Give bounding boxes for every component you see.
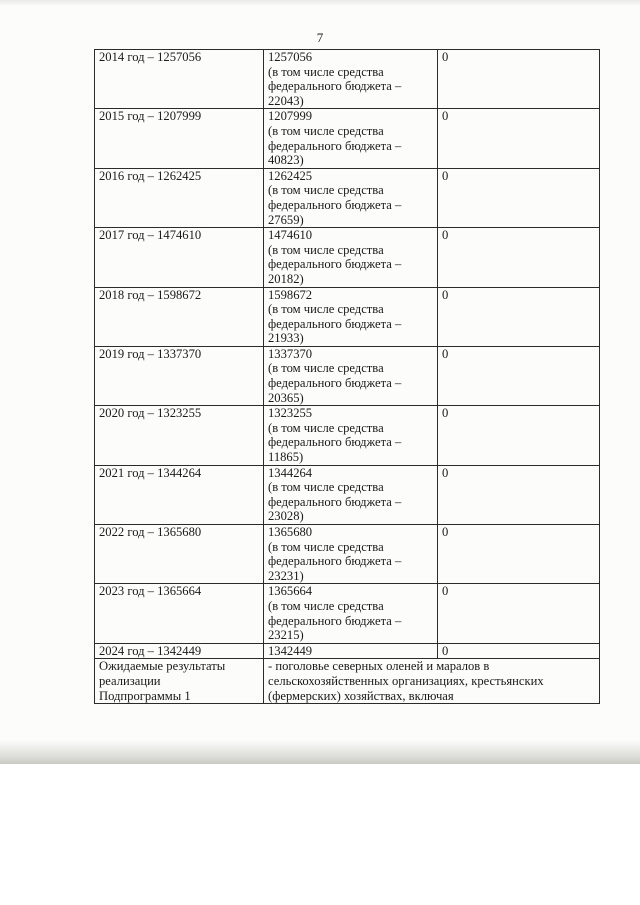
amount-value: 1598672 bbox=[268, 287, 313, 302]
federal-budget-note-line: 23028) bbox=[268, 509, 304, 524]
table-row bbox=[95, 643, 600, 659]
year-total-cell: 2016 год – 1262425 bbox=[95, 168, 264, 227]
amount-value: 1365680 bbox=[268, 525, 313, 539]
results-label-line: реализации bbox=[99, 673, 161, 688]
year-total-cell: 2021 год – 1344264 bbox=[95, 465, 264, 524]
federal-budget-note-line: (в том числе средства bbox=[268, 183, 384, 198]
federal-budget-note-line: (в том числе средства bbox=[268, 242, 384, 257]
federal-budget-note-line: 40823) bbox=[268, 153, 304, 168]
year-total-cell: 2019 год – 1337370 bbox=[95, 346, 264, 405]
regional-amount-cell bbox=[264, 465, 438, 524]
table-row bbox=[95, 228, 600, 287]
other-sources-cell: 0 bbox=[438, 584, 600, 643]
federal-budget-note-line: (в том числе средства bbox=[268, 539, 384, 554]
table-row bbox=[95, 287, 600, 346]
regional-amount-cell bbox=[264, 584, 438, 643]
regional-amount-cell bbox=[264, 346, 438, 405]
expected-results-row bbox=[95, 659, 600, 704]
results-text-line: (фермерских) хозяйствах, включая bbox=[268, 688, 454, 703]
federal-budget-note-line: федерального бюджета – bbox=[268, 257, 402, 272]
other-sources-cell: 0 bbox=[438, 109, 600, 168]
amount-value: 1344264 bbox=[268, 465, 313, 480]
other-sources-cell: 0 bbox=[438, 465, 600, 524]
federal-budget-note-line: федерального бюджета – bbox=[268, 613, 402, 628]
other-sources-cell: 0 bbox=[438, 406, 600, 465]
amount-value: 1207999 bbox=[268, 109, 313, 124]
federal-budget-note-line: 23231) bbox=[268, 568, 304, 583]
table-row bbox=[95, 406, 600, 465]
other-sources-cell: 0 bbox=[438, 50, 600, 109]
federal-budget-note-line: федерального бюджета – bbox=[268, 197, 402, 212]
table-row bbox=[95, 584, 600, 643]
federal-budget-note-line: (в том числе средства bbox=[268, 123, 384, 138]
expected-results-label bbox=[95, 659, 264, 704]
year-total-cell: 2014 год – 1257056 bbox=[95, 50, 264, 109]
table-row bbox=[95, 346, 600, 405]
regional-amount-cell bbox=[264, 525, 438, 584]
federal-budget-note-line: 22043) bbox=[268, 93, 304, 108]
federal-budget-note-line: федерального бюджета – bbox=[268, 494, 402, 509]
federal-budget-note-line: 11865) bbox=[268, 450, 304, 465]
year-total-cell: 2020 год – 1323255 bbox=[95, 406, 264, 465]
other-sources-cell: 0 bbox=[438, 287, 600, 346]
page-number: 7 bbox=[316, 30, 324, 45]
funding-table bbox=[94, 49, 600, 704]
federal-budget-note-line: (в том числе средства bbox=[268, 64, 384, 79]
year-total-cell: 2023 год – 1365664 bbox=[95, 584, 264, 643]
amount-value: 1262425 bbox=[268, 168, 313, 183]
federal-budget-note-line: федерального бюджета – bbox=[268, 138, 402, 153]
federal-budget-note-line: 20182) bbox=[268, 271, 304, 286]
table-row bbox=[95, 525, 600, 584]
amount-value: 1257056 bbox=[268, 50, 313, 64]
regional-amount-cell bbox=[264, 643, 438, 659]
year-total-cell: 2017 год – 1474610 bbox=[95, 228, 264, 287]
federal-budget-note-line: 27659) bbox=[268, 212, 304, 227]
amount-value: 1365664 bbox=[268, 584, 313, 599]
year-total-cell: 2015 год – 1207999 bbox=[95, 109, 264, 168]
scan-edge-top bbox=[0, 0, 640, 6]
expected-results-text bbox=[264, 659, 600, 704]
federal-budget-note-line: (в том числе средства bbox=[268, 598, 384, 613]
regional-amount-cell bbox=[264, 406, 438, 465]
table-row bbox=[95, 465, 600, 524]
other-sources-cell: 0 bbox=[438, 168, 600, 227]
amount-value: 1474610 bbox=[268, 228, 313, 243]
amount-value: 1337370 bbox=[268, 346, 313, 361]
results-text-line: - поголовье северных оленей и маралов в bbox=[268, 659, 490, 674]
year-total-cell: 2022 год – 1365680 bbox=[95, 525, 264, 584]
federal-budget-note-line: (в том числе средства bbox=[268, 302, 384, 317]
federal-budget-note-line: федерального бюджета – bbox=[268, 435, 402, 450]
regional-amount-cell bbox=[264, 287, 438, 346]
regional-amount-cell bbox=[264, 168, 438, 227]
table-row bbox=[95, 168, 600, 227]
regional-amount-cell bbox=[264, 50, 438, 109]
year-total-cell: 2024 год – 1342449 bbox=[95, 643, 264, 659]
federal-budget-note-line: 20365) bbox=[268, 390, 304, 405]
other-sources-cell: 0 bbox=[438, 643, 600, 659]
federal-budget-note-line: федерального бюджета – bbox=[268, 554, 402, 569]
year-total-cell: 2018 год – 1598672 bbox=[95, 287, 264, 346]
table-row bbox=[95, 109, 600, 168]
results-label-line: Подпрограммы 1 bbox=[99, 688, 191, 703]
results-label-line: Ожидаемые результаты bbox=[99, 659, 226, 674]
federal-budget-note-line: федерального бюджета – bbox=[268, 79, 402, 94]
other-sources-cell: 0 bbox=[438, 346, 600, 405]
scan-edge-bottom bbox=[0, 740, 640, 764]
federal-budget-note-line: 21933) bbox=[268, 331, 304, 346]
federal-budget-note-line: (в том числе средства bbox=[268, 480, 384, 495]
federal-budget-note-line: (в том числе средства bbox=[268, 420, 384, 435]
other-sources-cell: 0 bbox=[438, 228, 600, 287]
federal-budget-note-line: 23215) bbox=[268, 628, 304, 643]
federal-budget-note-line: (в том числе средства bbox=[268, 361, 384, 376]
amount-value: 1342449 bbox=[268, 643, 313, 658]
amount-value: 1323255 bbox=[268, 406, 313, 421]
results-text-line: сельскохозяйственных организациях, крестьянских bbox=[268, 673, 544, 688]
regional-amount-cell bbox=[264, 228, 438, 287]
other-sources-cell: 0 bbox=[438, 525, 600, 584]
regional-amount-cell bbox=[264, 109, 438, 168]
federal-budget-note-line: федерального бюджета – bbox=[268, 316, 402, 331]
federal-budget-note-line: федерального бюджета – bbox=[268, 376, 402, 391]
table-row bbox=[95, 50, 600, 109]
